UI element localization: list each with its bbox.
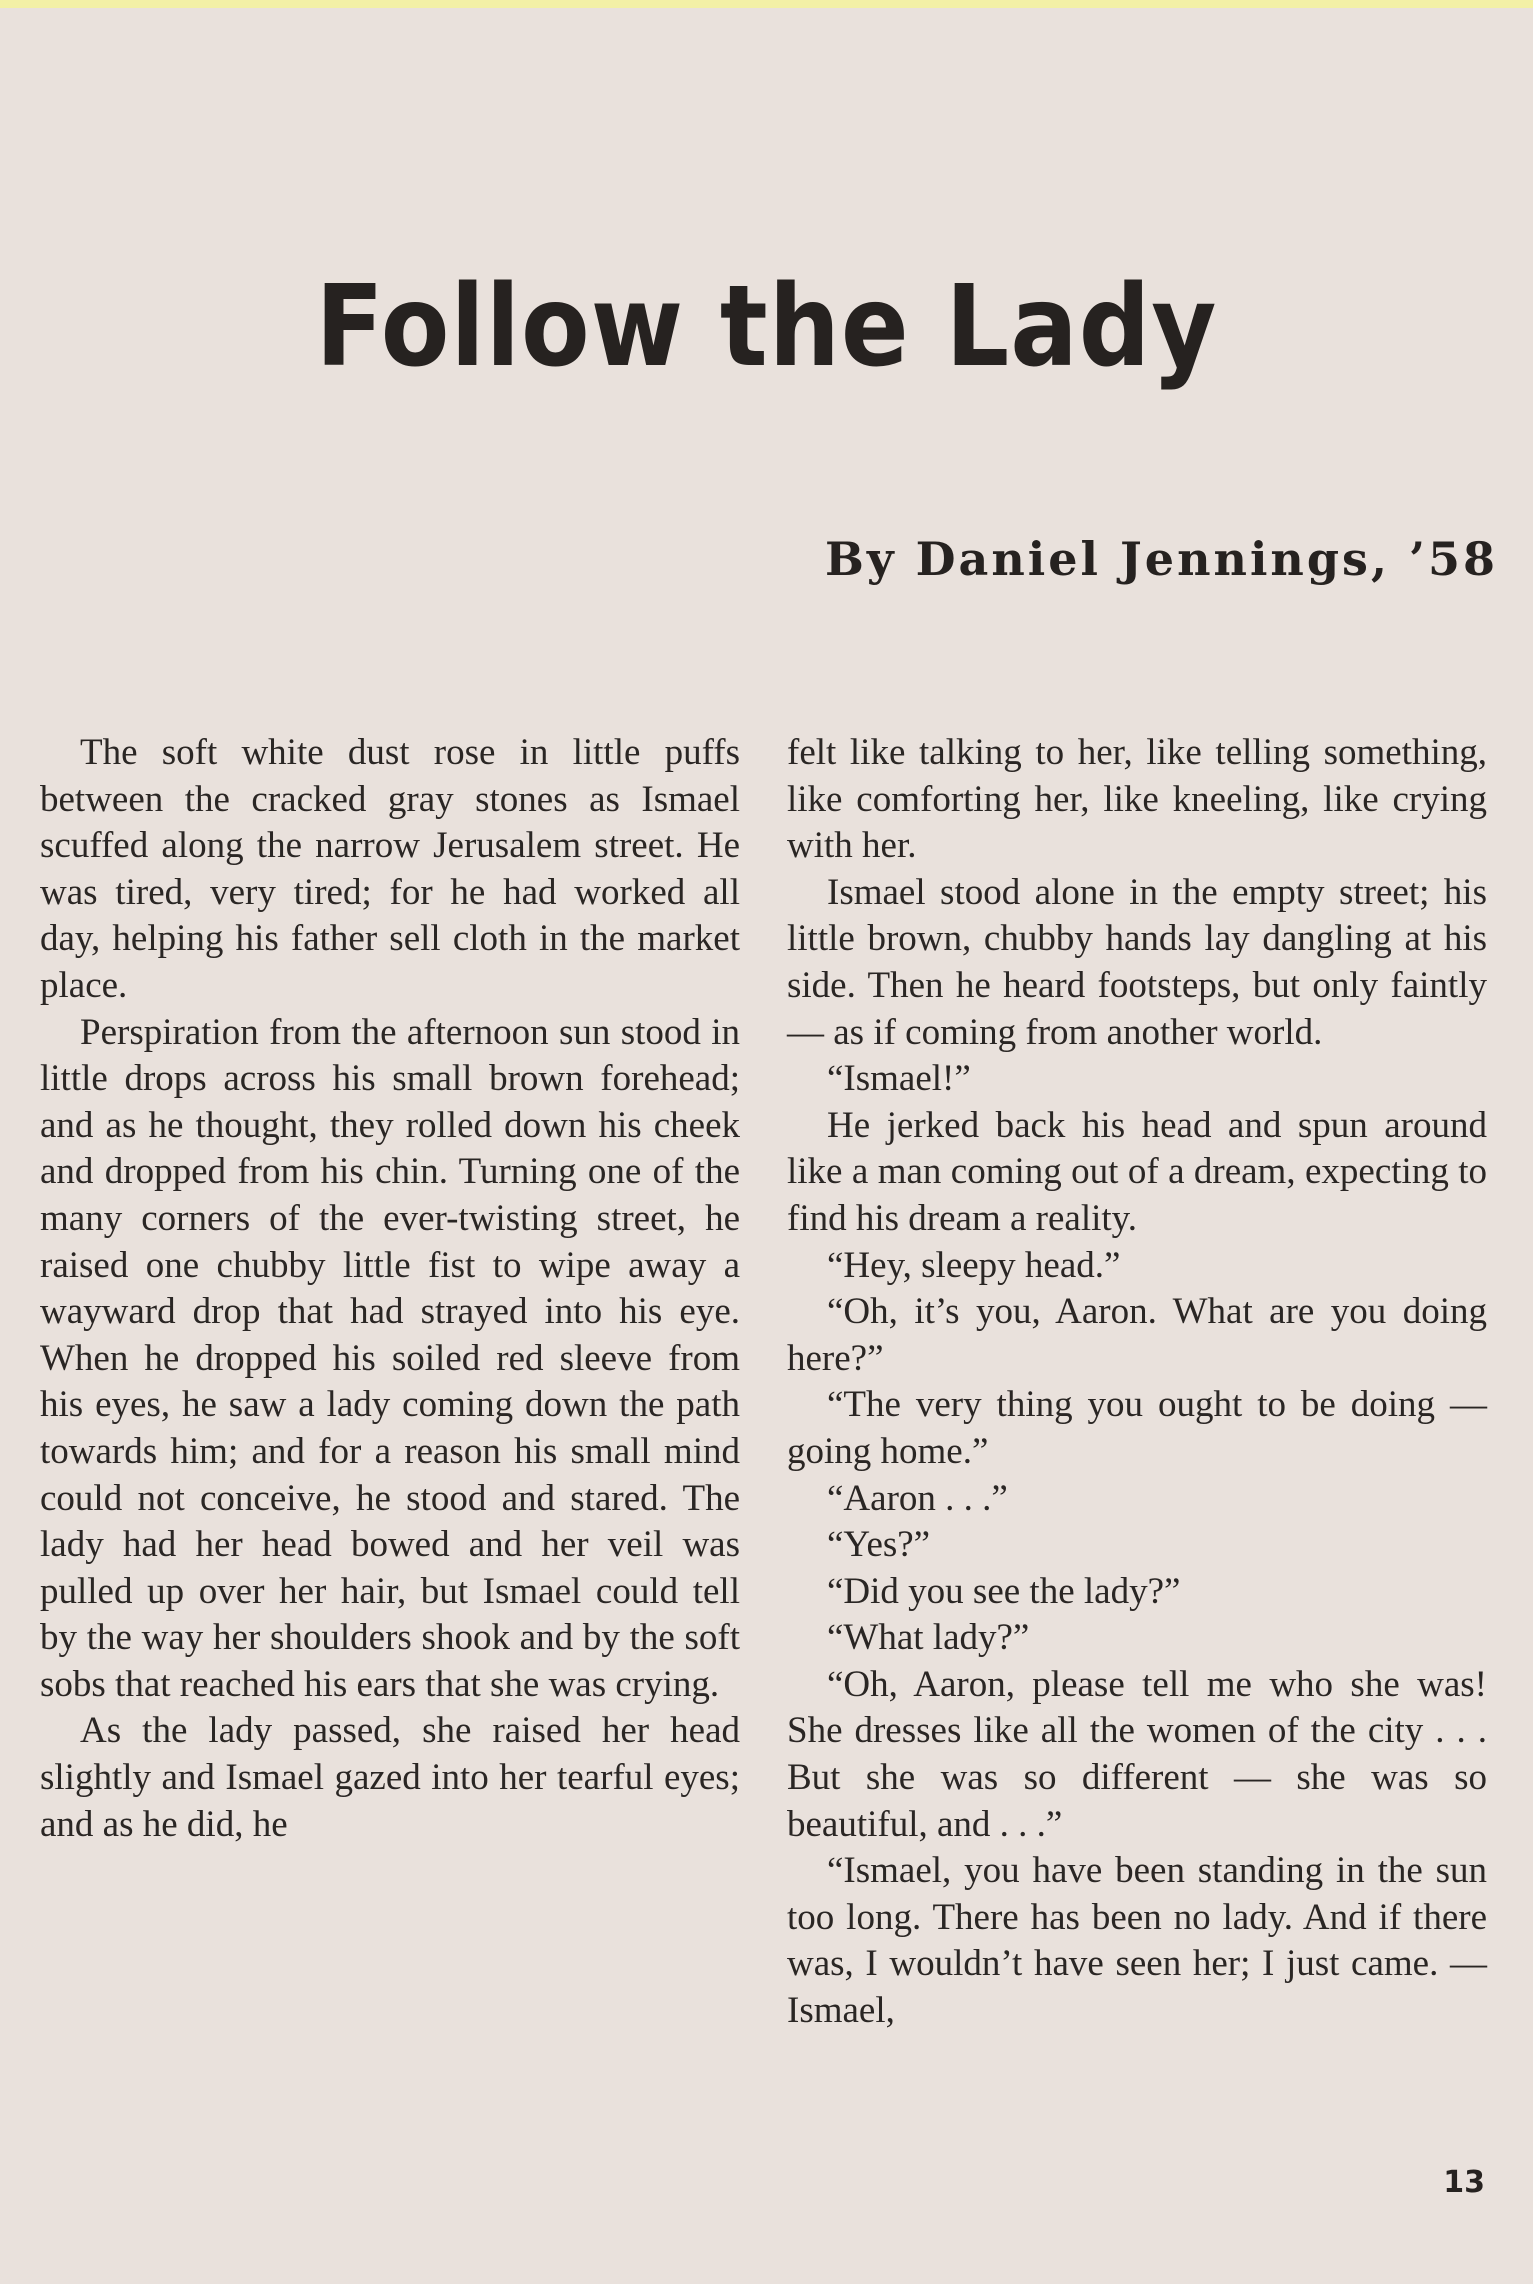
paragraph: “The very thing you ought to be doing — going home.”	[787, 1384, 1487, 1472]
author-byline: By Daniel Jennings, ’58	[825, 532, 1498, 586]
paragraph: “Oh, it’s you, Aaron. What are you doing here?”	[787, 1291, 1487, 1379]
paragraph: As the lady passed, she raised her head slightly and Ismael gazed into her tearful eyes; and as he did, he	[40, 1710, 740, 1845]
paragraph: Perspiration from the afternoon sun stood in little drops across his small brown forehead; and as he thought, they rolled down his cheek and dropped from his chin. Turning one of the many corners of the ever-twisting street, he raised one chubby little fist to wipe away a wayward drop that had strayed into his eye. When he dropped his soiled red sleeve from his eyes, he saw a lady coming down the path towards him; and for a reason his small mind could not conceive, he stood and stared. The lady had her head bowed and her veil was pulled up over her hair, but Ismael could tell by the way her shoulders shook and by the soft sobs that reached his ears that she was crying.	[40, 1011, 740, 1705]
paragraph: “Oh, Aaron, please tell me who she was! She dresses like all the women of the city . . . But she was so different — she was so beautiful, and . . .”	[787, 1663, 1487, 1845]
paragraph: He jerked back his head and spun around like a man coming out of a dream, expecting to find his dream a reality.	[787, 1104, 1487, 1239]
paragraph-continuation: felt like talking to her, like telling something, like comforting her, like kneeling, like crying with her.	[787, 732, 1487, 867]
right-text-column	[787, 730, 1487, 2035]
paragraph: The soft white dust rose in little puffs between the cracked gray stones as Ismael scuffed along the narrow Jerusalem street. He was tired, very tired; for he had worked all day, helping his father sell cloth in the market place.	[40, 732, 740, 1006]
paragraph: Ismael stood alone in the empty street; his little brown, chubby hands lay dangling at his side. Then he heard footsteps, but only faintly — as if coming from another world.	[787, 871, 1487, 1053]
page-number: 13	[1443, 2165, 1485, 2200]
paragraph: “Yes?”	[827, 1524, 931, 1566]
left-text-column	[40, 730, 740, 1848]
article-title: Follow the Lady	[315, 260, 1218, 393]
paragraph: “Did you see the lady?”	[827, 1570, 1181, 1612]
paragraph: “Ismael!”	[827, 1058, 971, 1100]
page-edge-strip	[0, 0, 1533, 8]
paragraph: “Aaron . . .”	[827, 1477, 1008, 1519]
paragraph: “Hey, sleepy head.”	[827, 1244, 1121, 1286]
paragraph: “What lady?”	[827, 1617, 1030, 1659]
paragraph: “Ismael, you have been standing in the sun too long. There has been no lady. And if there was, I wouldn’t have seen her; I just came. — Ismael,	[787, 1850, 1487, 2032]
